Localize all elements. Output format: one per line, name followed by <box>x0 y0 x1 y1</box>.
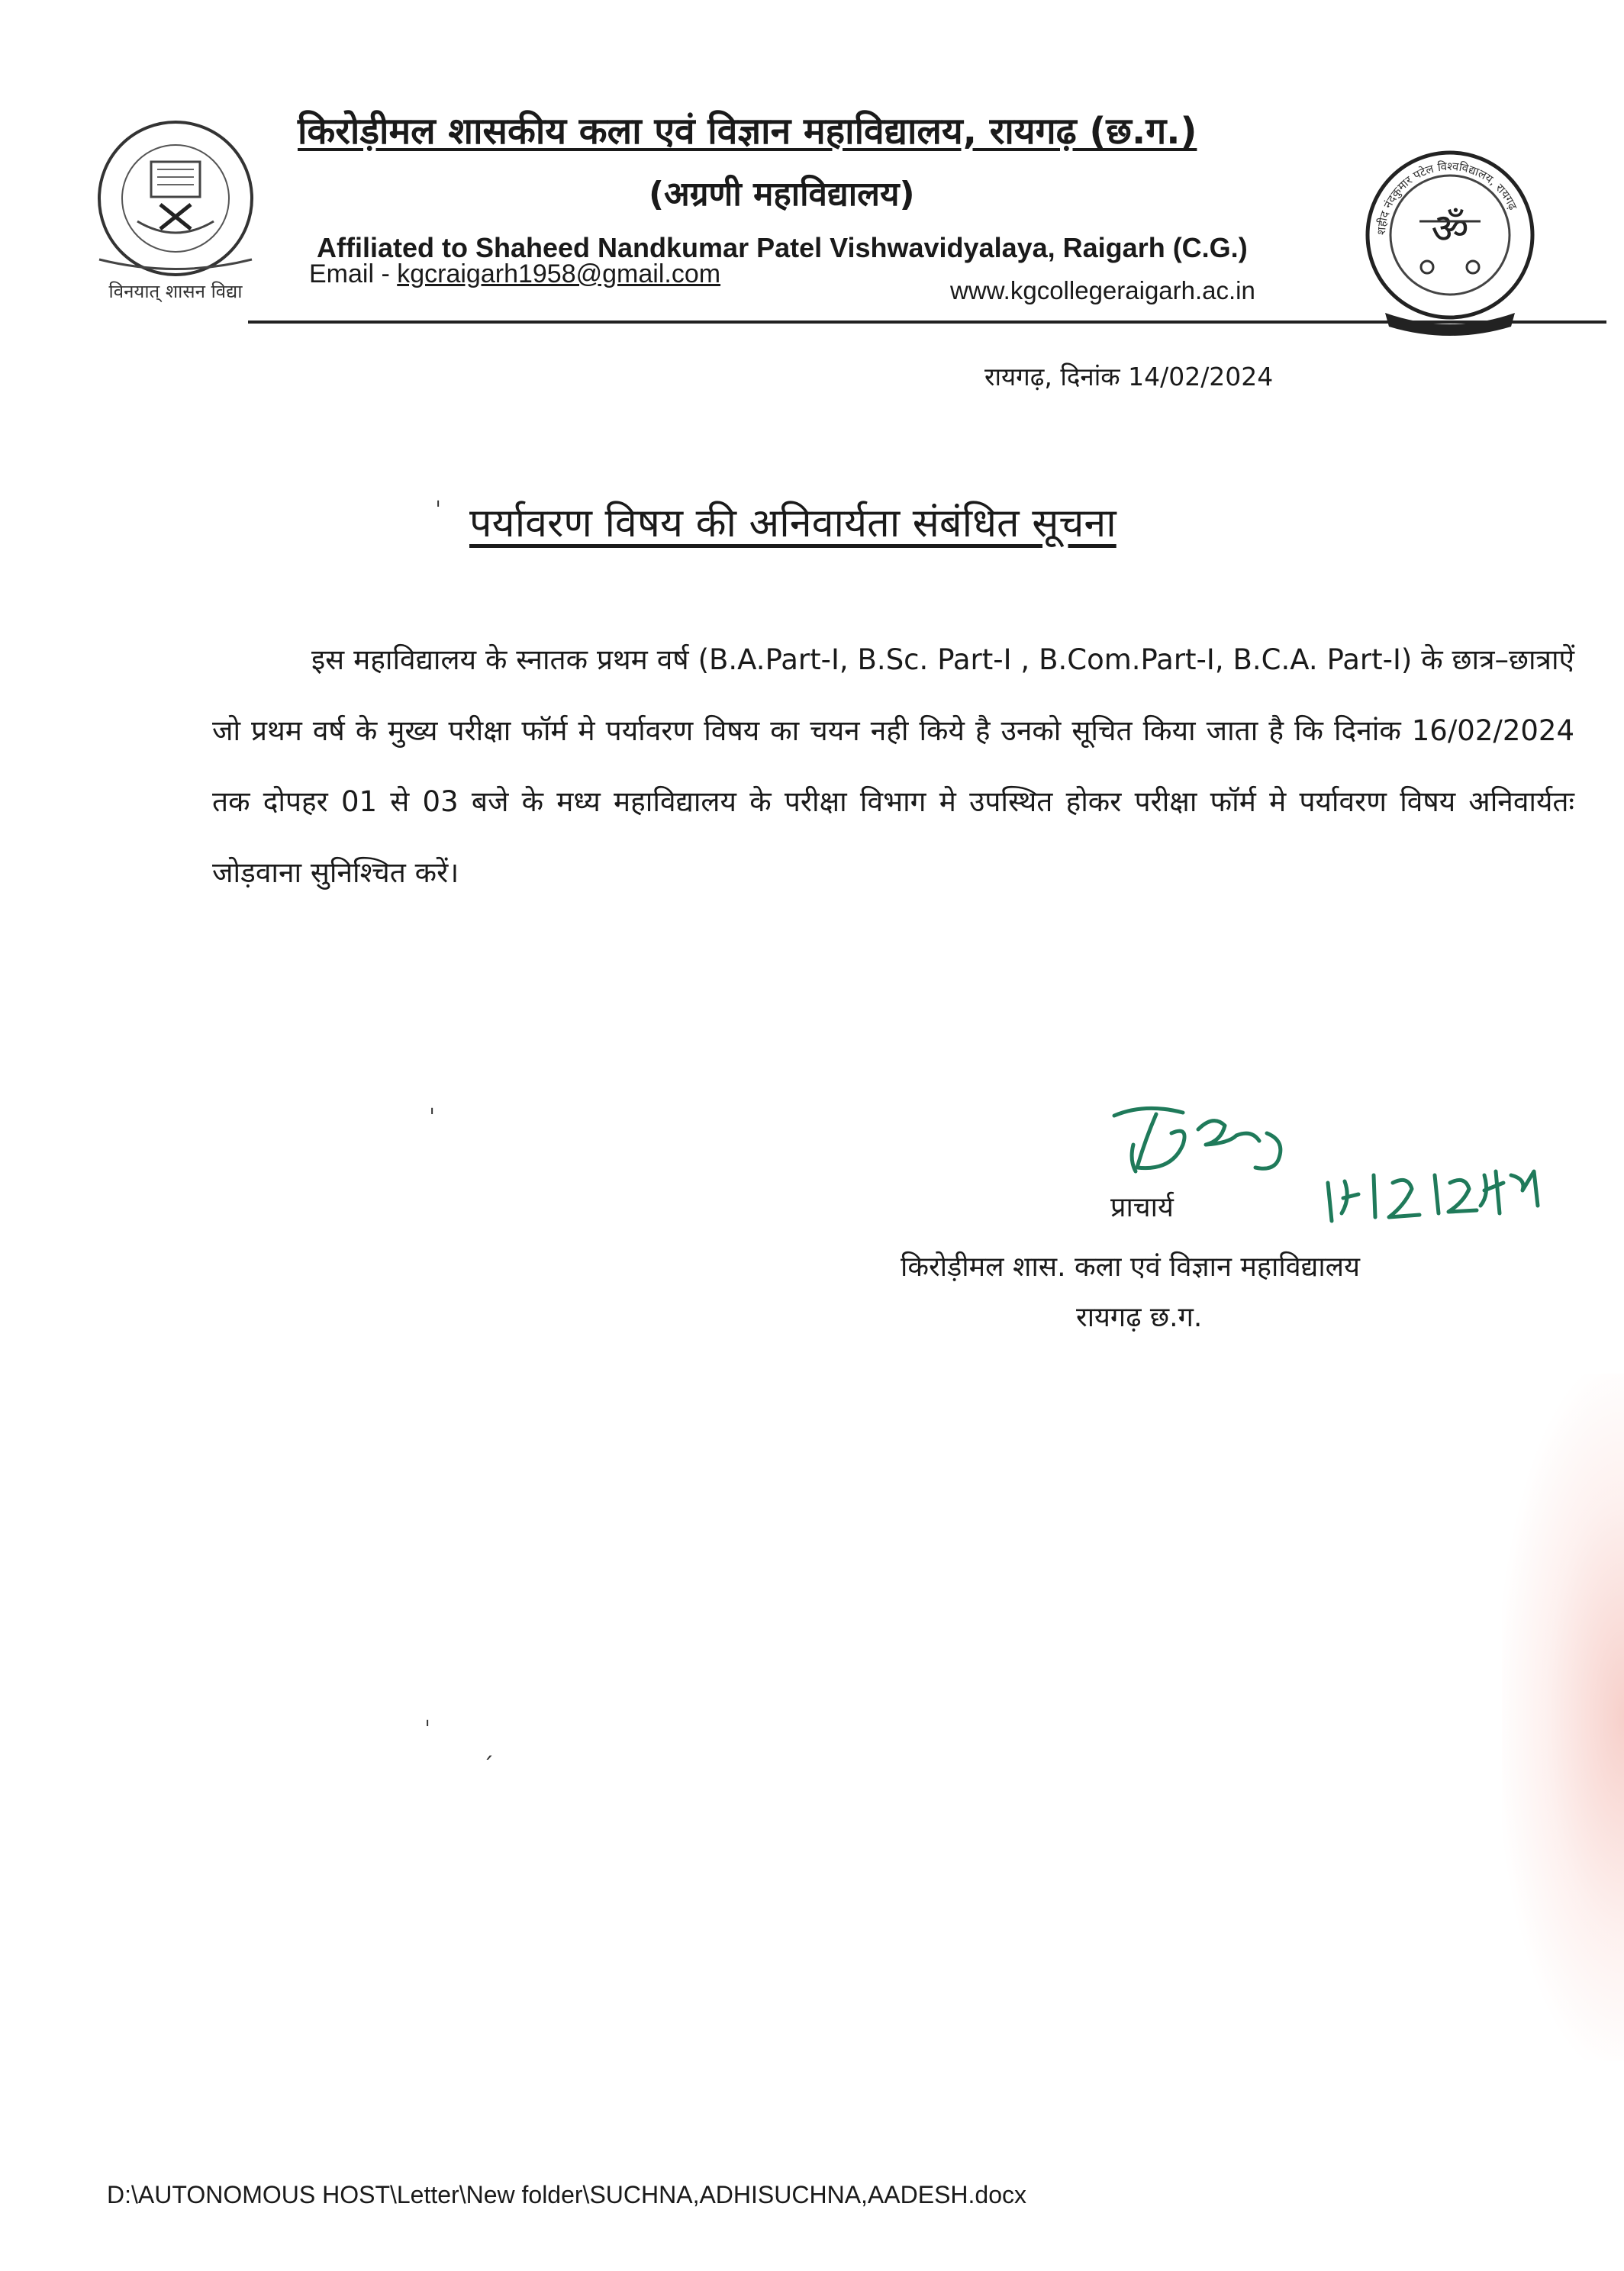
stray-mark: ˏ <box>482 1734 494 1760</box>
email-label: Email - <box>309 259 398 288</box>
svg-text:ॐ: ॐ <box>1431 205 1469 253</box>
email-line <box>309 259 720 289</box>
notice-body: इस महाविद्यालय के स्नातक प्रथम वर्ष (B.A.Part-I, B.Sc. Part-I , B.Com.Part-I, B.C.A. Part-I) के छात्र–छात्राऐं जो प्रथम वर्ष के मुख्य परीक्षा फॉर्म मे पर्यावरण विषय का चयन नही किये है उनको सूचित किया जाता है कि दिनांक 16/02/2024 तक दोपहर 01 से 03 बजे के मध्य महाविद्यालय के परीक्षा विभाग मे उपस्थित होकर परीक्षा फॉर्म मे पर्यावरण विषय अनिवार्यतः जोड़वाना सुनिश्चित करें। <box>212 643 1574 889</box>
website-link[interactable]: www.kgcollegeraigarh.ac.in <box>950 276 1255 304</box>
signatory-title: प्राचार्य <box>1110 1192 1174 1223</box>
signatory-place: रायगढ़ छ.ग. <box>1076 1302 1203 1333</box>
college-name-hindi: किरोड़ीमल शासकीय कला एवं विज्ञान महाविद्यालय, रायगढ़ (छ.ग.) <box>298 110 1197 153</box>
stray-mark: ˈ <box>435 498 442 524</box>
university-seal <box>1355 145 1545 343</box>
svg-text:विनयात् शासन विद्या: विनयात् शासन विद्या <box>108 281 243 302</box>
document-file-path: D:\AUTONOMOUS HOST\Letter\New folder\SUCHNA,ADHISUCHNA,AADESH.docx <box>107 2181 1026 2208</box>
issue-date: रायगढ़, दिनांक 14/02/2024 <box>984 362 1274 391</box>
stray-mark: ˈ <box>429 1105 436 1132</box>
notice-title: पर्यावरण विषय की अनिवार्यता संबंधित सूचना <box>469 501 1116 546</box>
affiliation-line: Affiliated to Shaheed Nandkumar Patel Vishwavidyalaya, Raigarh (C.G.) <box>317 232 1248 263</box>
lead-college-label: (अग्रणी महाविद्यालय) <box>649 175 915 214</box>
stray-mark: ˈ <box>424 1717 431 1744</box>
signatory-college: किरोड़ीमल शास. कला एवं विज्ञान महाविद्यालय <box>901 1251 1360 1283</box>
header-divider <box>248 321 1606 324</box>
svg-text:14/2/2024: 14/2/2024 <box>1328 1221 1332 1222</box>
svg-text:शहीद नंदकुमार पटेल विश्वविद्या: शहीद नंदकुमार पटेल विश्वविद्यालय, रायगढ़ <box>1374 159 1520 236</box>
email-address[interactable]: kgcraigarh1958@gmail.com <box>397 259 721 288</box>
scan-edge-shadow <box>1502 1374 1624 2060</box>
college-logo <box>84 114 267 313</box>
